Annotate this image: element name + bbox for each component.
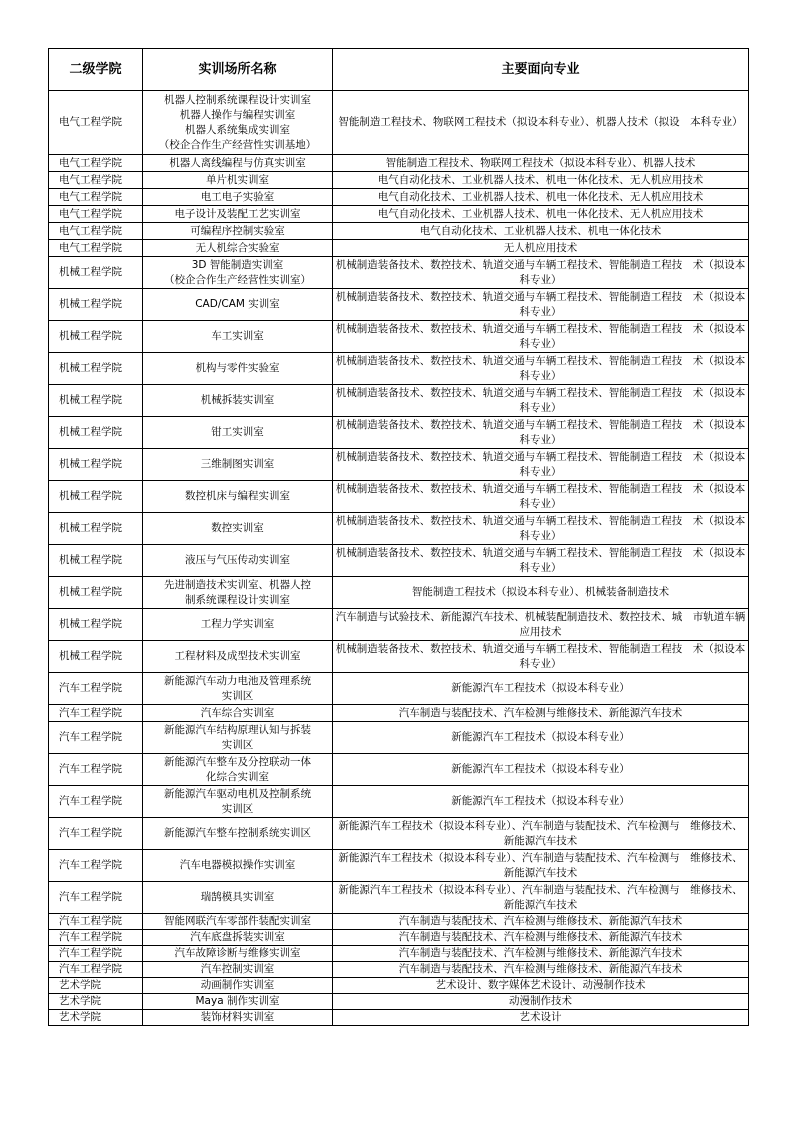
- college-cell: 电气工程学院: [49, 240, 143, 257]
- college-cell: 机械工程学院: [49, 417, 143, 449]
- college-cell: 艺术学院: [49, 994, 143, 1010]
- venue-line: 数控机床与编程实训室: [185, 490, 290, 502]
- venue-cell: [143, 962, 333, 978]
- table-row: [49, 353, 749, 385]
- majors-cell: 艺术设计、数字媒体艺术设计、动漫制作技术: [333, 978, 749, 994]
- venue-cell: [143, 850, 333, 882]
- majors-cell: 机械制造装备技术、数控技术、轨道交通与车辆工程技术、智能制造工程技 术（拟设本科专业）: [333, 417, 749, 449]
- table-row: [49, 850, 749, 882]
- majors-cell: 汽车制造与装配技术、汽车检测与维修技术、新能源汽车技术: [333, 962, 749, 978]
- venue-cell: [143, 513, 333, 545]
- venue-cell: [143, 609, 333, 641]
- venue-cell: [143, 223, 333, 240]
- venue-line: 无人机综合实验室: [195, 241, 280, 254]
- venue-cell: [143, 545, 333, 577]
- venue-cell: [143, 155, 333, 172]
- venue-cell: [143, 321, 333, 353]
- venue-cell: [143, 289, 333, 321]
- college-cell: 电气工程学院: [49, 189, 143, 206]
- venue-line: 汽车综合实训室: [200, 706, 275, 719]
- table-row: [49, 289, 749, 321]
- table-row: [49, 609, 749, 641]
- majors-cell: 机械制造装备技术、数控技术、轨道交通与车辆工程技术、智能制造工程技 术（拟设本科专业）: [333, 385, 749, 417]
- venue-cell: [143, 786, 333, 818]
- venue-cell: [143, 481, 333, 513]
- venue-cell: [143, 577, 333, 609]
- venue-cell: [143, 946, 333, 962]
- college-cell: 汽车工程学院: [49, 818, 143, 850]
- majors-cell: 机械制造装备技术、数控技术、轨道交通与车辆工程技术、智能制造工程技 术（拟设本科专业）: [333, 289, 749, 321]
- venue-line: 机器人离线编程与仿真实训室: [169, 156, 306, 169]
- college-cell: 机械工程学院: [49, 353, 143, 385]
- header-venue: 实训场所名称: [143, 49, 333, 91]
- venue-cell: [143, 994, 333, 1010]
- table-row: [49, 321, 749, 353]
- majors-cell: 新能源汽车工程技术（拟设本科专业）、汽车制造与装配技术、汽车检测与 维修技术、新能源汽车技术: [333, 882, 749, 914]
- venue-line: 单片机实训室: [206, 173, 269, 186]
- venue-line: 先进制造技术实训室、机器人控: [164, 578, 311, 591]
- venue-line: 制系统课程设计实训室: [185, 593, 290, 606]
- college-cell: 电气工程学院: [49, 223, 143, 240]
- venue-cell: [143, 240, 333, 257]
- table-row: [49, 914, 749, 930]
- majors-cell: 艺术设计: [333, 1010, 749, 1026]
- college-cell: 机械工程学院: [49, 641, 143, 673]
- majors-cell: 新能源汽车工程技术（拟设本科专业）: [333, 722, 749, 754]
- table-row: [49, 223, 749, 240]
- venue-cell: [143, 91, 333, 155]
- table-row: [49, 172, 749, 189]
- venue-cell: [143, 754, 333, 786]
- table-row: [49, 994, 749, 1010]
- college-cell: 汽车工程学院: [49, 882, 143, 914]
- venue-line: 工程力学实训室: [200, 618, 275, 630]
- table-row: [49, 545, 749, 577]
- table-row: [49, 962, 749, 978]
- table-row: [49, 385, 749, 417]
- table-row: [49, 930, 749, 946]
- header-majors: 主要面向专业: [333, 49, 749, 91]
- venue-line: 3D 智能制造实训室: [191, 258, 284, 271]
- venue-line: 机械拆装实训室: [200, 394, 275, 406]
- venue-line: 汽车底盘拆装实训室: [190, 931, 285, 943]
- college-cell: 汽车工程学院: [49, 946, 143, 962]
- college-cell: 电气工程学院: [49, 91, 143, 155]
- venue-cell: [143, 172, 333, 189]
- college-cell: 机械工程学院: [49, 257, 143, 289]
- venue-line: 机器人操作与编程实训室: [179, 108, 296, 121]
- venue-line: Maya 制作实训室: [195, 995, 280, 1007]
- table-row: [49, 91, 749, 155]
- venue-line: 瑞鹄模具实训室: [200, 891, 275, 903]
- venue-cell: [143, 818, 333, 850]
- table-row: [49, 882, 749, 914]
- venue-line: 三维制图实训室: [200, 458, 275, 470]
- college-cell: 机械工程学院: [49, 481, 143, 513]
- venue-line: 电子设计及装配工艺实训室: [174, 207, 301, 220]
- college-cell: 汽车工程学院: [49, 930, 143, 946]
- venue-line: 汽车控制实训室: [200, 963, 275, 975]
- table-row: [49, 206, 749, 223]
- majors-cell: 智能制造工程技术、物联网工程技术（拟设本科专业）、机器人技术: [333, 155, 749, 172]
- venue-line: 新能源汽车动力电池及管理系统: [164, 674, 311, 687]
- venue-cell: [143, 978, 333, 994]
- venue-cell: [143, 206, 333, 223]
- majors-cell: 机械制造装备技术、数控技术、轨道交通与车辆工程技术、智能制造工程技 术（拟设本科专业）: [333, 449, 749, 481]
- venue-cell: [143, 705, 333, 722]
- college-cell: 机械工程学院: [49, 609, 143, 641]
- table-body: [49, 91, 749, 1026]
- venue-line: 液压与气压传动实训室: [185, 554, 290, 566]
- venue-cell: [143, 385, 333, 417]
- venue-line: 新能源汽车整车及分控联动一体: [164, 755, 311, 768]
- majors-cell: 新能源汽车工程技术（拟设本科专业）、汽车制造与装配技术、汽车检测与 维修技术、新能源汽车技术: [333, 818, 749, 850]
- majors-cell: 机械制造装备技术、数控技术、轨道交通与车辆工程技术、智能制造工程技 术（拟设本科专业）: [333, 513, 749, 545]
- table-row: [49, 946, 749, 962]
- table-row: [49, 240, 749, 257]
- header-row: [49, 49, 749, 91]
- majors-cell: 动漫制作技术: [333, 994, 749, 1010]
- college-cell: 汽车工程学院: [49, 962, 143, 978]
- majors-cell: 新能源汽车工程技术（拟设本科专业）: [333, 673, 749, 705]
- venue-line: 新能源汽车驱动电机及控制系统: [164, 787, 311, 800]
- venue-cell: [143, 882, 333, 914]
- venue-cell: [143, 353, 333, 385]
- majors-cell: 机械制造装备技术、数控技术、轨道交通与车辆工程技术、智能制造工程技 术（拟设本科专业）: [333, 257, 749, 289]
- table-row: [49, 722, 749, 754]
- table-row: [49, 673, 749, 705]
- majors-cell: 电气自动化技术、工业机器人技术、机电一体化技术、无人机应用技术: [333, 172, 749, 189]
- venue-cell: [143, 189, 333, 206]
- venue-line: 动画制作实训室: [200, 979, 275, 991]
- majors-cell: 智能制造工程技术、物联网工程技术（拟设本科专业）、机器人技术（拟设 本科专业）: [333, 91, 749, 155]
- table-row: [49, 257, 749, 289]
- venue-line: 实训区: [221, 689, 254, 702]
- venue-line: 实训区: [221, 802, 254, 815]
- venue-cell: [143, 417, 333, 449]
- college-cell: 机械工程学院: [49, 577, 143, 609]
- table-row: [49, 786, 749, 818]
- college-cell: 汽车工程学院: [49, 722, 143, 754]
- table-row: [49, 978, 749, 994]
- venue-cell: [143, 930, 333, 946]
- majors-cell: 汽车制造与装配技术、汽车检测与维修技术、新能源汽车技术: [333, 914, 749, 930]
- venue-line: 数控实训室: [211, 522, 264, 534]
- venue-cell: [143, 449, 333, 481]
- table-row: [49, 417, 749, 449]
- venue-cell: [143, 914, 333, 930]
- college-cell: 汽车工程学院: [49, 705, 143, 722]
- venue-line: 实训区: [221, 738, 254, 751]
- majors-cell: 电气自动化技术、工业机器人技术、机电一体化技术、无人机应用技术: [333, 189, 749, 206]
- college-cell: 艺术学院: [49, 978, 143, 994]
- majors-cell: 机械制造装备技术、数控技术、轨道交通与车辆工程技术、智能制造工程技 术（拟设本科专业）: [333, 545, 749, 577]
- table-row: [49, 513, 749, 545]
- table-row: [49, 754, 749, 786]
- venue-line: CAD/CAM 实训室: [195, 298, 280, 310]
- venue-line: 电工电子实验室: [200, 190, 275, 203]
- venue-line: 新能源汽车整车控制系统实训区: [164, 827, 311, 839]
- table-row: [49, 577, 749, 609]
- majors-cell: 电气自动化技术、工业机器人技术、机电一体化技术: [333, 223, 749, 240]
- college-cell: 汽车工程学院: [49, 914, 143, 930]
- majors-cell: 汽车制造与装配技术、汽车检测与维修技术、新能源汽车技术: [333, 946, 749, 962]
- college-cell: 电气工程学院: [49, 172, 143, 189]
- majors-cell: 机械制造装备技术、数控技术、轨道交通与车辆工程技术、智能制造工程技 术（拟设本科专业）: [333, 353, 749, 385]
- venue-line: 工程材料及成型技术实训室: [174, 650, 301, 662]
- training-venues-table: [48, 48, 749, 1026]
- venue-line: 装饰材料实训室: [200, 1011, 275, 1023]
- college-cell: 机械工程学院: [49, 449, 143, 481]
- college-cell: 汽车工程学院: [49, 673, 143, 705]
- table-row: [49, 1010, 749, 1026]
- majors-cell: 智能制造工程技术（拟设本科专业）、机械装备制造技术: [333, 577, 749, 609]
- venue-line: 机构与零件实验室: [195, 362, 280, 374]
- majors-cell: 新能源汽车工程技术（拟设本科专业）: [333, 786, 749, 818]
- venue-line: 可编程序控制实验室: [190, 224, 285, 237]
- venue-line: 汽车电器模拟操作实训室: [179, 859, 296, 871]
- majors-cell: 无人机应用技术: [333, 240, 749, 257]
- venue-cell: [143, 641, 333, 673]
- table-row: [49, 449, 749, 481]
- header-college: 二级学院: [49, 49, 143, 91]
- venue-line: 钳工实训室: [211, 426, 264, 438]
- venue-line: 机器人系统集成实训室: [185, 123, 290, 136]
- college-cell: 机械工程学院: [49, 321, 143, 353]
- college-cell: 电气工程学院: [49, 155, 143, 172]
- college-cell: 汽车工程学院: [49, 786, 143, 818]
- majors-cell: 新能源汽车工程技术（拟设本科专业）、汽车制造与装配技术、汽车检测与 维修技术、新能源汽车技术: [333, 850, 749, 882]
- college-cell: 汽车工程学院: [49, 850, 143, 882]
- college-cell: 艺术学院: [49, 1010, 143, 1026]
- majors-cell: 电气自动化技术、工业机器人技术、机电一体化技术、无人机应用技术: [333, 206, 749, 223]
- venue-line: 化综合实训室: [206, 770, 269, 783]
- venue-line: 汽车故障诊断与维修实训室: [174, 947, 301, 959]
- majors-cell: 机械制造装备技术、数控技术、轨道交通与车辆工程技术、智能制造工程技 术（拟设本科专业）: [333, 641, 749, 673]
- venue-line: 车工实训室: [211, 330, 264, 342]
- majors-cell: 新能源汽车工程技术（拟设本科专业）: [333, 754, 749, 786]
- table-row: [49, 641, 749, 673]
- college-cell: 机械工程学院: [49, 513, 143, 545]
- venue-cell: [143, 722, 333, 754]
- table-row: [49, 481, 749, 513]
- table-row: [49, 189, 749, 206]
- majors-cell: 机械制造装备技术、数控技术、轨道交通与车辆工程技术、智能制造工程技 术（拟设本科专业）: [333, 481, 749, 513]
- venue-cell: [143, 257, 333, 289]
- majors-cell: 汽车制造与试验技术、新能源汽车技术、机械装配制造技术、数控技术、城 市轨道车辆应用技术: [333, 609, 749, 641]
- table-row: [49, 818, 749, 850]
- table-row: [49, 155, 749, 172]
- venue-line: 智能网联汽车零部件装配实训室: [164, 915, 311, 927]
- venue-cell: [143, 1010, 333, 1026]
- college-cell: 机械工程学院: [49, 545, 143, 577]
- college-cell: 电气工程学院: [49, 206, 143, 223]
- majors-cell: 汽车制造与装配技术、汽车检测与维修技术、新能源汽车技术: [333, 930, 749, 946]
- venue-line: 机器人控制系统课程设计实训室: [164, 93, 311, 106]
- college-cell: 汽车工程学院: [49, 754, 143, 786]
- majors-cell: 汽车制造与装配技术、汽车检测与维修技术、新能源汽车技术: [333, 705, 749, 722]
- college-cell: 机械工程学院: [49, 289, 143, 321]
- venue-line: 新能源汽车结构原理认知与拆装: [164, 723, 311, 736]
- venue-cell: [143, 673, 333, 705]
- table-row: [49, 705, 749, 722]
- college-cell: 机械工程学院: [49, 385, 143, 417]
- venue-line: （校企合作生产经营性实训基地）: [158, 138, 317, 151]
- majors-cell: 机械制造装备技术、数控技术、轨道交通与车辆工程技术、智能制造工程技 术（拟设本科专业）: [333, 321, 749, 353]
- venue-line: （校企合作生产经营性实训室）: [164, 273, 311, 286]
